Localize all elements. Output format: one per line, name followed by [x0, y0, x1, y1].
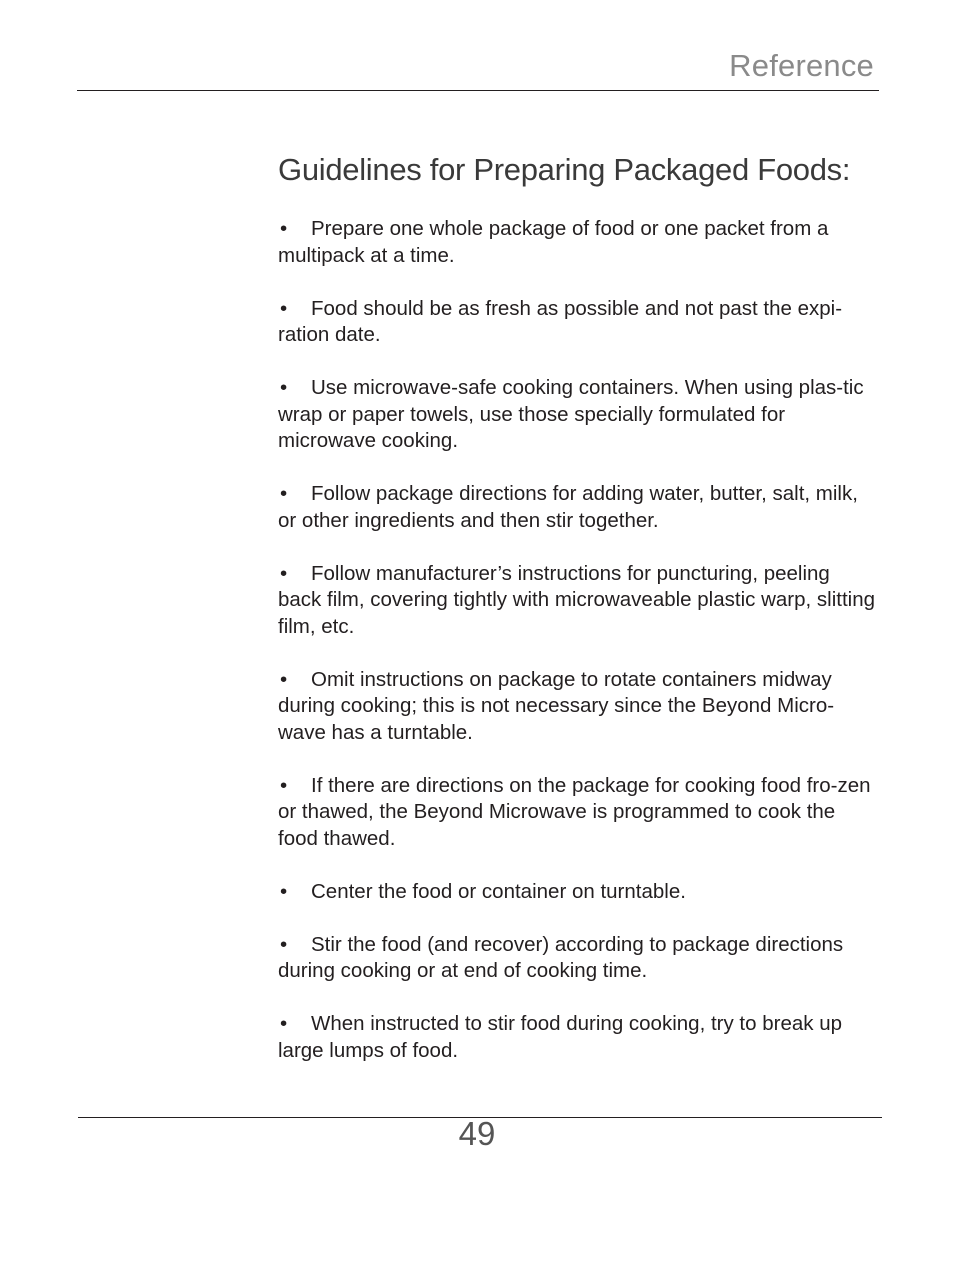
list-item-text: Stir the food (and recover) according to package directions during cooking or at end of cooking time. [278, 932, 844, 982]
list-item [278, 561, 876, 641]
list-item [278, 667, 876, 747]
bullet-icon: • [280, 773, 288, 797]
page-heading: Guidelines for Preparing Packaged Foods: [278, 152, 851, 187]
guidelines-list [278, 216, 876, 1064]
list-item [278, 932, 876, 985]
section-label: Reference [729, 48, 874, 83]
bullet-icon: • [280, 482, 288, 505]
list-item-text: Omit instructions on package to rotate containers midway during cooking; this is not necessary since the Beyond Micro-wave has a turntable. [278, 667, 835, 744]
list-item [278, 216, 876, 269]
bullet-icon: • [280, 376, 288, 399]
bullet-icon: • [280, 217, 288, 240]
list-item [278, 879, 876, 906]
list-item-text: Follow package directions for adding water, butter, salt, milk, or other ingredients and then stir together. [278, 482, 858, 532]
list-item-text: Center the food or container on turntable. [311, 879, 686, 903]
bullet-icon: • [280, 667, 288, 691]
list-item [278, 773, 876, 853]
page-number: 49 [458, 1115, 496, 1152]
list-item-text: When instructed to stir food during cooking, try to break up large lumps of food. [278, 1012, 842, 1062]
list-item [278, 481, 876, 534]
main-content [278, 150, 876, 1091]
bullet-icon: • [280, 1012, 288, 1035]
bullet-icon: • [280, 561, 288, 585]
bullet-icon: • [280, 879, 288, 903]
bullet-icon: • [280, 932, 288, 956]
list-item [278, 1011, 876, 1064]
list-item-text: Food should be as fresh as possible and not past the expi-ration date. [278, 296, 843, 346]
list-item-text: Use microwave-safe cooking containers. When using plas-tic wrap or paper towels, use those specially formulated for microwave cooking. [278, 376, 864, 452]
list-item [278, 296, 876, 349]
list-item-text: If there are directions on the package for cooking food fro-zen or thawed, the Beyond Microwave is programmed to cook the food thawed. [278, 773, 871, 850]
header-divider [77, 90, 879, 91]
list-item-text: Prepare one whole package of food or one packet from a multipack at a time. [278, 217, 829, 267]
list-item-text: Follow manufacturer’s instructions for puncturing, peeling back film, covering tightly with microwaveable plastic warp, slitting film, etc. [278, 561, 876, 638]
bullet-icon: • [280, 296, 288, 320]
list-item [278, 375, 876, 455]
